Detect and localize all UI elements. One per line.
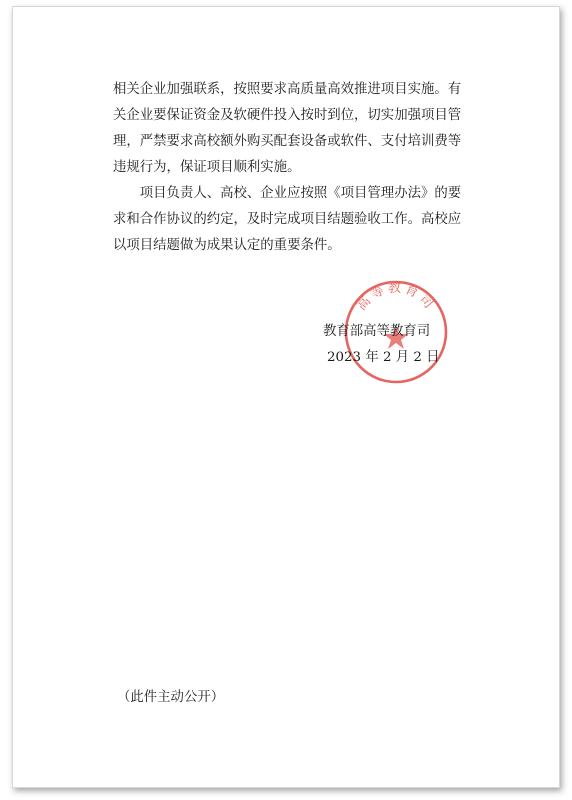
seal-text: 高等教育司	[354, 281, 438, 314]
paragraph-line: 关企业要保证资金及软硬件投入按时到位，切实加强项目管	[113, 108, 462, 123]
disclosure-note: （此件主动公开）	[117, 690, 225, 705]
paragraph-1	[113, 77, 505, 181]
issuing-organization: 教育部高等教育司	[323, 324, 431, 339]
paragraph-2	[113, 181, 505, 259]
issue-date: 2023 年 2 月 2 日	[327, 350, 440, 365]
document-body	[113, 77, 505, 259]
svg-text:高等教育司	[353, 280, 437, 314]
paragraph-line: 求和合作协议的约定，及时完成项目结题验收工作。高校应	[113, 212, 462, 227]
paragraph-line: 项目负责人、高校、企业应按照《项目管理办法》的要	[113, 186, 462, 201]
paragraph-line: 相关企业加强联系，按照要求高质量高效推进项目实施。有	[113, 82, 462, 97]
paragraph-line: 以项目结题做为成果认定的重要条件。	[113, 238, 341, 253]
signature-block	[323, 319, 463, 371]
paragraph-line: 理，严禁要求高校额外购买配套设备或软件、支付培训费等	[113, 134, 462, 149]
paragraph-line: 违规行为，保证项目顺利实施。	[113, 160, 301, 175]
document-page	[12, 6, 560, 788]
